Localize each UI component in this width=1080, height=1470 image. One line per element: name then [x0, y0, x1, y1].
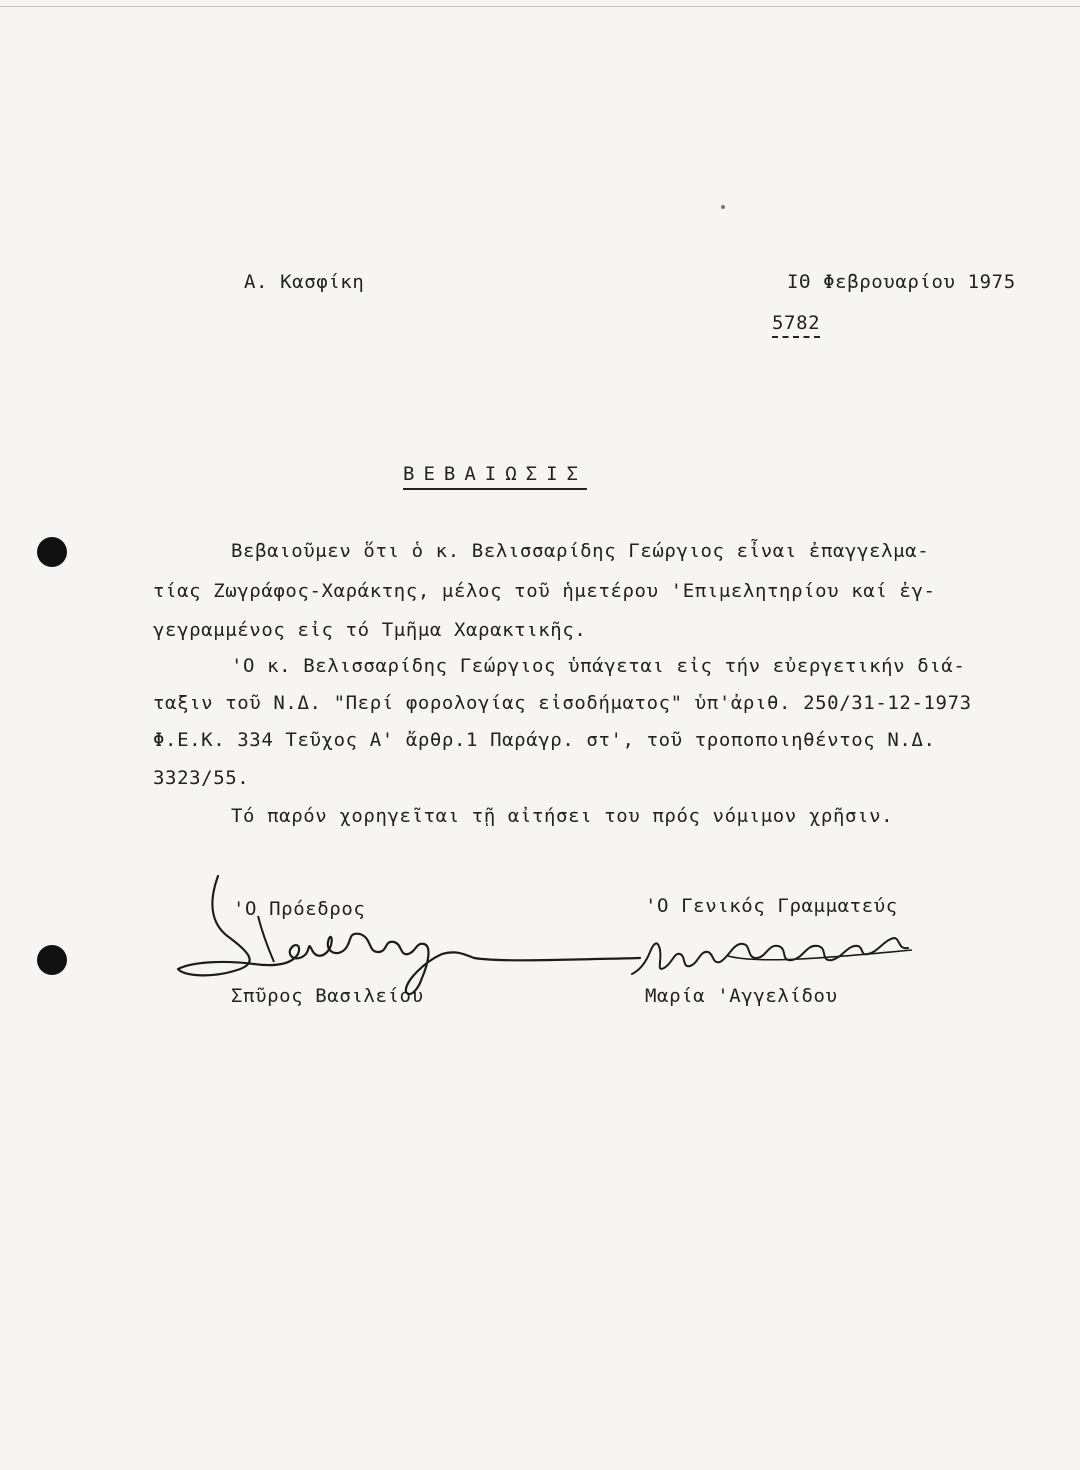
body-line-1: Βεβαιοῦμεν ὅτι ὁ κ. Βελισσαρίδης Γεώργιος εἶναι ἐπαγγελμα-	[231, 540, 930, 562]
body-line-2: τίας Ζωγράφος-Χαράκτης, μέλος τοῦ ἡμετέρου 'Επιμελητηρίου καί ἐγ-	[153, 580, 936, 602]
secretary-signature	[628, 928, 918, 988]
right-signatory-role: 'Ο Γενικός Γραμματεύς	[645, 895, 898, 917]
right-signatory-name: Μαρία 'Αγγελίδου	[645, 985, 838, 1007]
ink-speck	[721, 205, 725, 209]
body-line-6: Φ.Ε.Κ. 334 Τεῦχος Α' ἄρθρ.1 Παράγρ. στ', τοῦ τροποποιηθέντος Ν.Δ.	[153, 729, 936, 751]
president-signature	[170, 868, 650, 1018]
body-line-3: γεγραμμένος εἰς τό Τμῆμα Χαρακτικῆς.	[153, 619, 587, 641]
document-title: ΒΕΒΑΙΩΣΙΣ	[403, 463, 587, 485]
left-signatory-role: 'Ο Πρόεδρος	[233, 898, 366, 920]
top-edge-line	[0, 6, 1080, 7]
left-signatory-name: Σπῦρος Βασιλείου	[231, 985, 424, 1007]
body-line-8: Τό παρόν χορηγεῖται τῇ αἰτήσει του πρός νόμιμον χρῆσιν.	[231, 805, 894, 827]
body-line-5: ταξιν τοῦ Ν.Δ. "Περί φορολογίας εἰσοδήματος" ὑπ'ἀριθ. 250/31-12-1973	[153, 692, 972, 714]
body-line-7: 3323/55.	[153, 767, 250, 789]
sender-name: Α. Κασφίκη	[244, 271, 365, 293]
reference-number: 5782	[772, 312, 821, 334]
punch-hole-top	[37, 537, 67, 567]
body-line-4: 'Ο κ. Βελισσαρίδης Γεώργιος ὑπάγεται εἰς τήν εὐεργετικήν διά-	[231, 655, 966, 677]
punch-hole-bottom	[37, 945, 67, 975]
document-date: ΙΘ Φεβρουαρίου 1975	[787, 271, 1016, 293]
